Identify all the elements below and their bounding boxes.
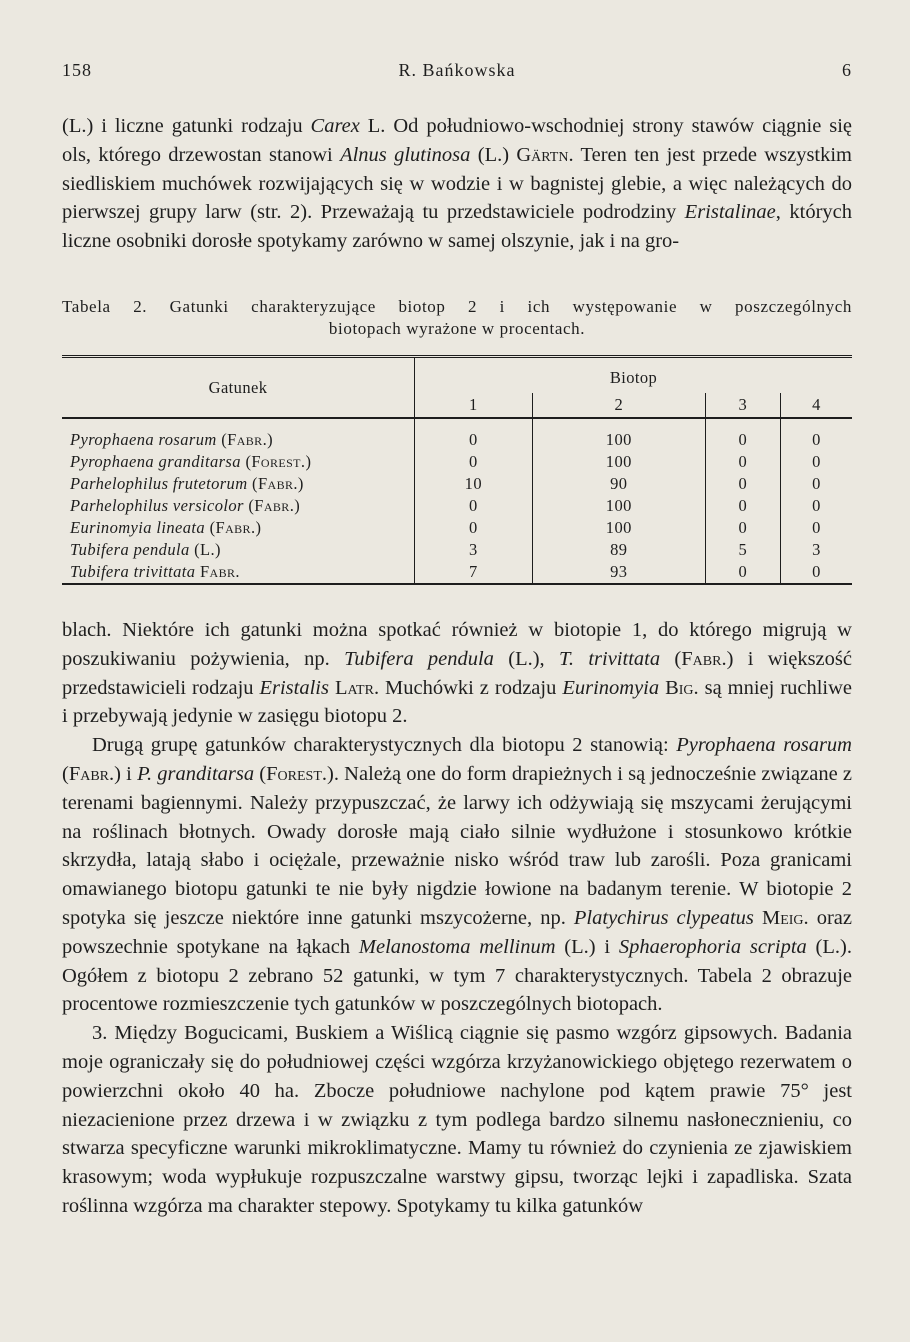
value-cell-biotop-3: 0 [705, 418, 780, 451]
value-cell-biotop-3: 5 [705, 539, 780, 561]
table-row [62, 473, 852, 495]
species-author: (Fabr.) [221, 430, 273, 449]
species-author: (Forest.) [245, 452, 312, 471]
value-cell-biotop-4: 0 [780, 517, 852, 539]
species-cell [62, 539, 415, 561]
value-cell-biotop-2: 90 [532, 473, 705, 495]
paragraph-text: blach. Niektóre ich gatunki można spotkać również w biotopie 1, do którego migrują w poszukiwaniu pożywienia, np. Tubifera pendula (L.), T. trivittata (Fabr.) i większość przedstawicieli rodzaju Eristalis Latr. Muchówki z rodzaju Eurinomyia Big. są mniej ruchliwe i przebywają jedynie w zasięgu biotopu 2. [62, 619, 853, 728]
value-cell-biotop-1: 0 [415, 517, 533, 539]
species-table [62, 355, 852, 583]
table-row [62, 418, 852, 451]
paragraph-group-two: Drugą grupę gatunków charakterystycznych dla biotopu 2 stanowią: Pyrophaena rosarum (Fabr.) i P. granditarsa (Forest.). Należą one do form drapieżnych i są jednocześnie związane z terenami bagiennymi. Należy przypuszczać, że larwy ich odżywiają się mszycami żerującymi na roślinach błotnych. Owady dorosłe mają ciało silnie wydłużone i stosunkowo krótkie skrzydła, latają słabo i ociężale, przeważnie nisko wśród traw lub zarośli. Poza granicami omawianego biotopu gatunki te nie były nigdzie łowione na badanym terenie. W biotopie 2 spotyka się jeszcze niektóre inne gatunki mszycożerne, np. Platychirus clypeatus Meig. oraz powszechnie spotykane na łąkach Melanostoma mellinum (L.) i Sphaerophoria scripta (L.). Ogółem z biotopu 2 zebrano 52 gatunki, w tym 7 charakterystycznych. Tabela 2 obrazuje procentowe rozmieszczenie tych gatunków w poszczególnych biotopach. [62, 734, 852, 1016]
value-cell-biotop-3: 0 [705, 561, 780, 584]
value-cell-biotop-4: 0 [780, 561, 852, 584]
species-author: (Fabr.) [248, 496, 301, 515]
value-cell-biotop-2: 100 [532, 451, 705, 473]
col-biotop-header: Biotop [415, 357, 853, 394]
table-row [62, 517, 852, 539]
paragraph-section-three: 3. Między Bogucicami, Buskiem a Wiślicą ciągnie się pasmo wzgórz gipsowych. Badania moje ograniczały się do południowej części wzgórza krzyżanowickiego objętego rezerwatem o powierzchni około 40 ha. Zbocze południowe nachylone pod kątem prawie 75° jest niezacienione przez drzewa i w związku z tym podlega bardzo silnemu nasłonecznieniu, co stwarza specyficzne warunki mikroklimatyczne. Mamy tu również do czynienia ze zjawiskiem krasowym; woda wypłukuje rozpuszczalne warstwy gipsu, tworząc lejki i zapadliska. Szata roślinna wzgórza ma charakter stepowy. Spotykamy tu kilka gatunków [62, 1022, 852, 1217]
species-name: Eurinomyia lineata [70, 518, 206, 537]
species-cell [62, 418, 415, 451]
species-author: (Fabr.) [252, 474, 304, 493]
value-cell-biotop-1: 0 [415, 418, 533, 451]
value-cell-biotop-4: 0 [780, 451, 852, 473]
value-cell-biotop-3: 0 [705, 451, 780, 473]
value-cell-biotop-2: 100 [532, 517, 705, 539]
value-cell-biotop-4: 0 [780, 418, 852, 451]
col-biotop-1: 1 [415, 393, 533, 418]
species-cell [62, 473, 415, 495]
col-biotop-3: 3 [705, 393, 780, 418]
section-number: 6 [842, 60, 852, 80]
value-cell-biotop-2: 89 [532, 539, 705, 561]
species-name: Parhelophilus frutetorum [70, 474, 248, 493]
species-name: Tubifera trivittata [70, 562, 196, 581]
value-cell-biotop-1: 7 [415, 561, 533, 584]
species-cell [62, 561, 415, 584]
running-header [62, 60, 852, 86]
page-number: 158 [62, 60, 92, 80]
col-biotop-4: 4 [780, 393, 852, 418]
table-row [62, 495, 852, 517]
table-row [62, 539, 852, 561]
value-cell-biotop-3: 0 [705, 517, 780, 539]
species-name: Pyrophaena rosarum [70, 430, 217, 449]
species-cell [62, 517, 415, 539]
species-name: Pyrophaena granditarsa [70, 452, 241, 471]
value-cell-biotop-4: 3 [780, 539, 852, 561]
value-cell-biotop-2: 93 [532, 561, 705, 584]
species-author: Fabr. [199, 562, 240, 581]
paragraph-top [62, 112, 852, 256]
paragraph-text: (L.) i liczne gatunki rodzaju Carex L. Od południowo-wschodniej strony stawów ciągnie się ols, którego drzewostan stanowi Alnus glutinosa (L.) Gärtn. Teren ten jest przede wszystkim siedliskiem muchówek rozwijających się w wodzie i w bagnistej glebie, a więc należących do pierwszej grupy larw (str. 2). Przeważają tu przedstawiciele podrodziny Eristalinae, których liczne osobniki dorosłe spotykamy zarówno w samej olszynie, jak i na gro- [62, 115, 853, 253]
value-cell-biotop-1: 0 [415, 495, 533, 517]
running-author: R. Bańkowska [398, 60, 516, 80]
value-cell-biotop-4: 0 [780, 473, 852, 495]
value-cell-biotop-2: 100 [532, 418, 705, 451]
col-biotop-2: 2 [532, 393, 705, 418]
value-cell-biotop-3: 0 [705, 495, 780, 517]
caption-line-1: Tabela 2. Gatunki charakteryzujące biotop 2 i ich występowanie w poszczególnych [62, 297, 852, 316]
value-cell-biotop-4: 0 [780, 495, 852, 517]
value-cell-biotop-2: 100 [532, 495, 705, 517]
species-cell [62, 495, 415, 517]
col-species-header: Gatunek [62, 357, 415, 419]
value-cell-biotop-1: 0 [415, 451, 533, 473]
table-row [62, 561, 852, 584]
species-author: (L.) [194, 540, 221, 559]
table-row [62, 451, 852, 473]
value-cell-biotop-1: 3 [415, 539, 533, 561]
caption-line-2: biotopach wyrażone w procentach. [328, 319, 586, 338]
species-author: (Fabr.) [209, 518, 262, 537]
species-name: Tubifera pendula [70, 540, 190, 559]
paragraph-continued [62, 616, 852, 1221]
species-name: Parhelophilus versicolor [70, 496, 244, 515]
table-caption [62, 296, 852, 340]
value-cell-biotop-1: 10 [415, 473, 533, 495]
value-cell-biotop-3: 0 [705, 473, 780, 495]
species-cell [62, 451, 415, 473]
